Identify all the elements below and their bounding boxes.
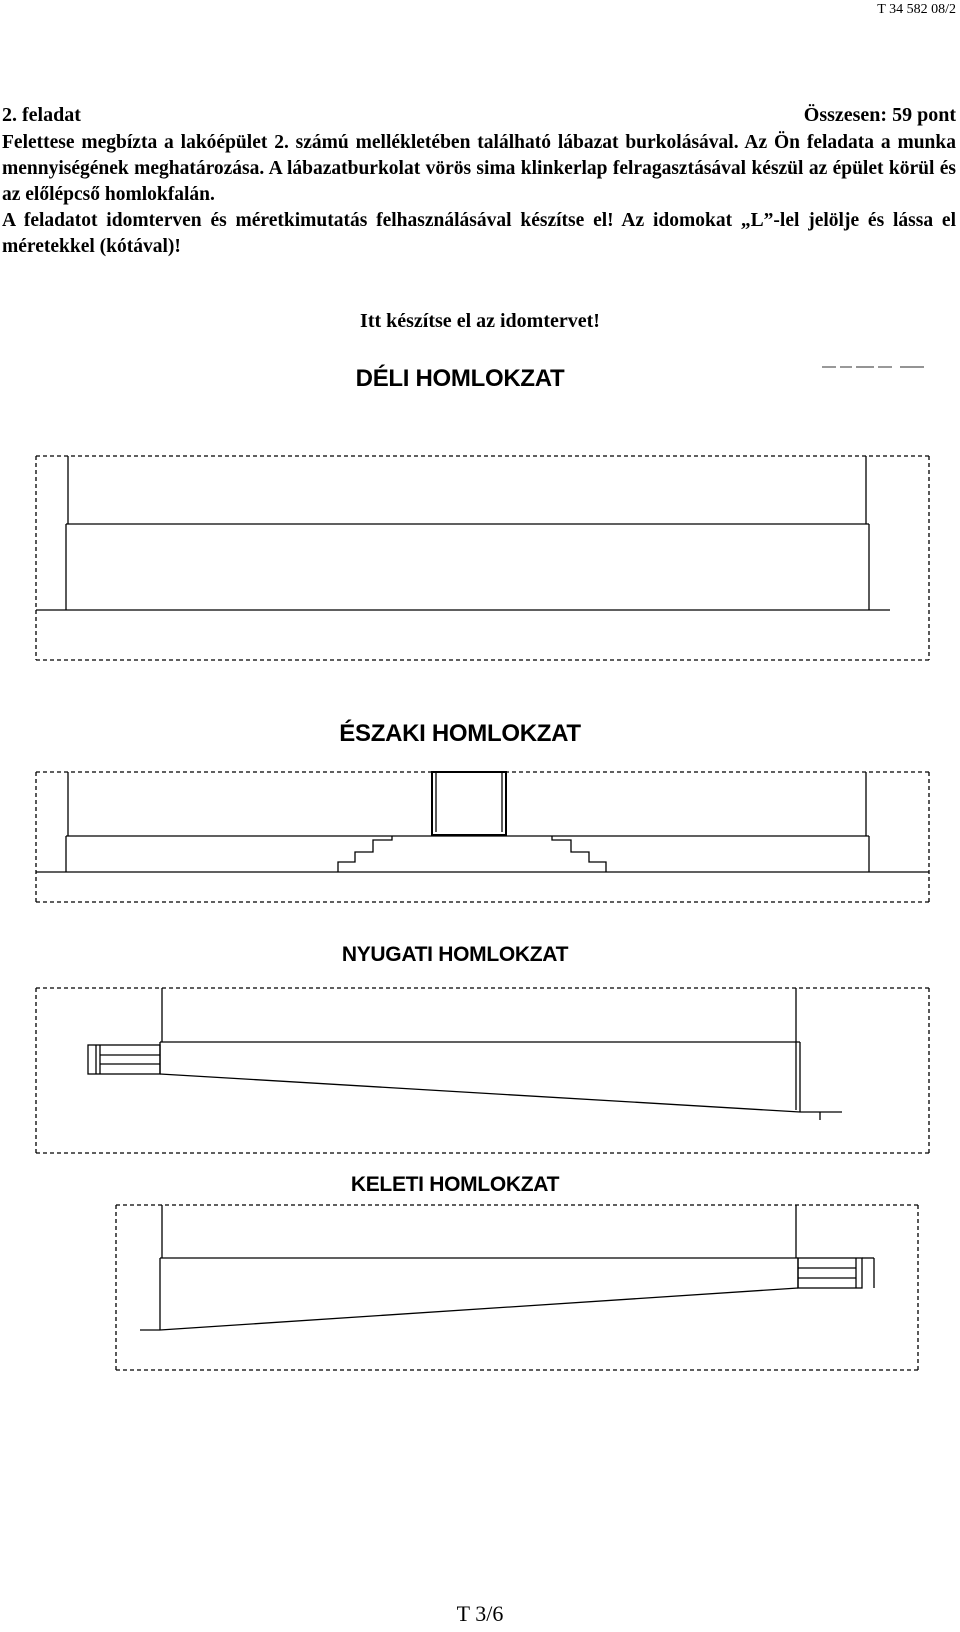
document-code: T 34 582 08/2: [877, 2, 956, 17]
south-elevation-drawing: [36, 456, 929, 660]
south-elevation-title: DÉLI HOMLOKZAT: [355, 365, 565, 392]
page-number: T 3/6: [456, 1601, 504, 1626]
east-stair-detail: [798, 1258, 874, 1288]
task-points: Összesen: 59 pont: [803, 104, 956, 126]
east-elevation-title: KELETI HOMLOKZAT: [350, 1173, 560, 1196]
east-elevation-drawing: [116, 1205, 918, 1370]
north-elevation-drawing: [36, 772, 929, 902]
instruction-text: Itt készítse el az idomtervet!: [360, 310, 600, 332]
task-paragraph: A feladatot idomterven és méretkimutatás felhasználásával készítse el! Az idomokat „L”-lel jelölje és lássa el méretekkel (kótával)!: [2, 210, 956, 257]
west-stair-detail: [88, 1045, 160, 1074]
task-number: 2. feladat: [2, 104, 81, 126]
task-paragraph: Felettese megbízta a lakóépület 2. számú mellékletében található lábazat burkolásával. Az Ön feladata a munka mennyiségének meghatározása. A lábazatburkolat vörös sima klinkerlap felragasztásával készül az épület körül és az előlépcső homlokfalán.: [2, 132, 956, 205]
west-elevation-drawing: [36, 988, 929, 1153]
west-elevation-title: NYUGATI HOMLOKZAT: [341, 943, 569, 966]
north-elevation-title: ÉSZAKI HOMLOKZAT: [339, 720, 581, 747]
